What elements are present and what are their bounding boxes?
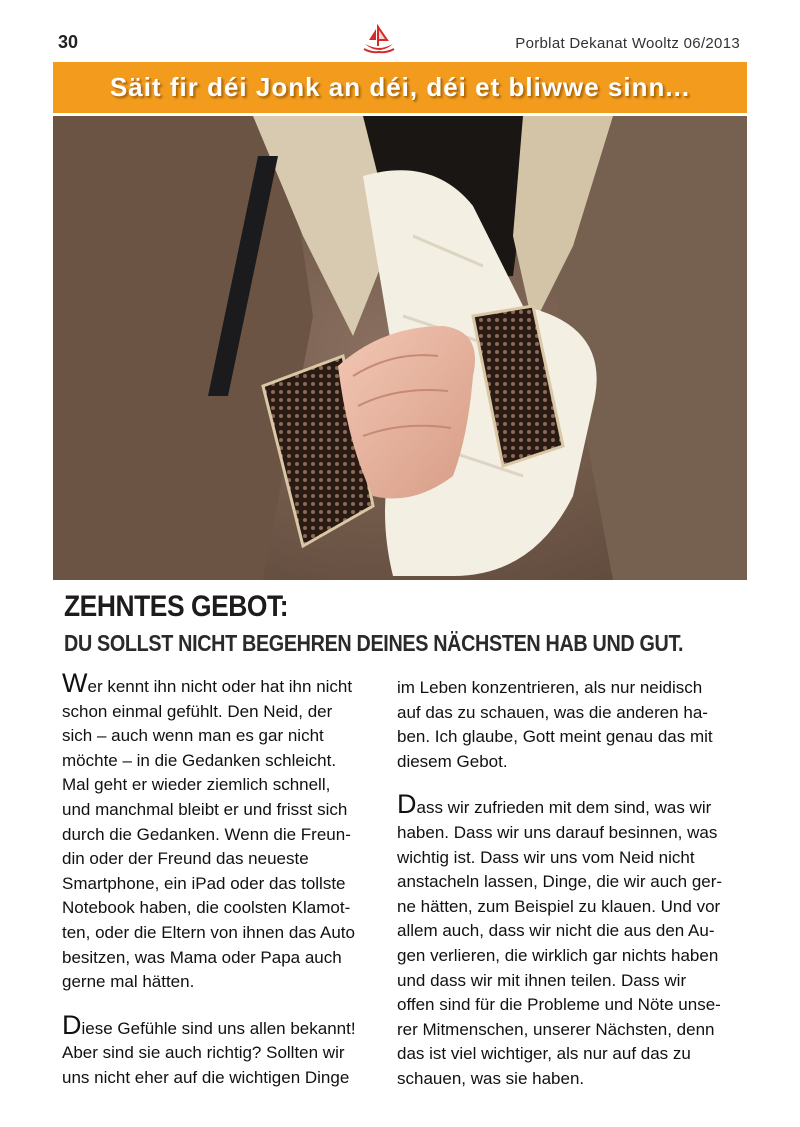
text-line: haben. Dass wir uns darauf besinnen, was — [397, 822, 718, 842]
text-line: das ist viel wichtiger, als nur auf das zu — [397, 1044, 691, 1064]
photo-hands-coat — [53, 116, 747, 580]
paragraph — [62, 668, 374, 995]
text-line: durch die Gedanken. Wenn die Freun- — [62, 824, 351, 844]
text-line: anstacheln lassen, Dinge, die wir auch ger- — [397, 872, 723, 892]
text-line: und dass wir mit ihnen teilen. Dass wir — [397, 970, 687, 990]
text-line: din oder der Freund das neueste — [62, 849, 309, 869]
text-line: wichtig ist. Dass wir uns vom Neid nicht — [397, 847, 695, 867]
text-line: Smartphone, ein iPad oder das tollste — [62, 873, 346, 893]
drop-cap: D — [397, 789, 417, 820]
text-line: iese Gefühle sind uns allen bekannt! — [81, 1018, 356, 1038]
paragraph — [62, 1009, 374, 1091]
page-number: 30 — [58, 32, 79, 52]
section-banner: Säit fir déi Jonk an déi, déi et bliwwe sinn... — [53, 62, 747, 113]
text-line: diesem Gebot. — [397, 751, 508, 771]
article-column-right — [397, 676, 742, 1112]
paragraph — [397, 789, 742, 1091]
text-line: Mal geht er wieder ziemlich schnell, — [62, 775, 331, 795]
text-line: offen sind für die Probleme und Nöte unse- — [397, 995, 721, 1015]
drop-cap: W — [62, 668, 88, 698]
text-line: ben. Ich glaube, Gott meint genau das mit — [397, 727, 713, 747]
text-line: besitzen, was Mama oder Papa auch — [62, 947, 342, 967]
drop-cap: D — [62, 1009, 82, 1040]
text-line: schauen, was sie haben. — [397, 1068, 585, 1088]
text-line: und manchmal bleibt er und frisst sich — [62, 799, 348, 819]
text-line: allem auch, dass wir nicht die aus den Au- — [397, 921, 715, 941]
paragraph — [397, 676, 742, 774]
text-line: schon einmal gefühlt. Den Neid, der — [62, 701, 333, 721]
article-headline: ZEHNTES GEBOT: — [64, 590, 289, 623]
article-column-left — [62, 668, 374, 1111]
text-line: möchte – in die Gedanken schleicht. — [62, 750, 337, 770]
article-subheadline: DU SOLLST NICHT BEGEHREN DEINES NÄCHSTEN HAB UND GUT. — [64, 630, 684, 656]
text-line: gerne mal hätten. — [62, 972, 195, 992]
ship-logo-icon — [361, 22, 397, 58]
text-line: uns nicht eher auf die wichtigen Dinge — [62, 1067, 350, 1087]
publication-info: Porblat Dekanat Wooltz 06/2013 — [515, 35, 740, 52]
text-line: Aber sind sie auch richtig? Sollten wir — [62, 1043, 345, 1063]
text-line: Notebook haben, die coolsten Klamot- — [62, 898, 351, 918]
text-line: ass wir zufrieden mit dem sind, was wir — [416, 798, 712, 818]
text-line: rer Mitmenschen, unserer Nächsten, denn — [397, 1019, 715, 1039]
text-line: ne hätten, zum Beispiel zu klauen. Und vor — [397, 896, 721, 916]
text-line: er kennt ihn nicht oder hat ihn nicht — [87, 677, 353, 696]
text-line: gen verlieren, die wirklich gar nichts haben — [397, 945, 719, 965]
text-line: im Leben konzentrieren, als nur neidisch — [397, 678, 703, 697]
text-line: ten, oder die Eltern von ihnen das Auto — [62, 922, 355, 942]
text-line: auf das zu schauen, was die anderen ha- — [397, 702, 708, 722]
text-line: sich – auch wenn man es gar nicht — [62, 726, 324, 746]
